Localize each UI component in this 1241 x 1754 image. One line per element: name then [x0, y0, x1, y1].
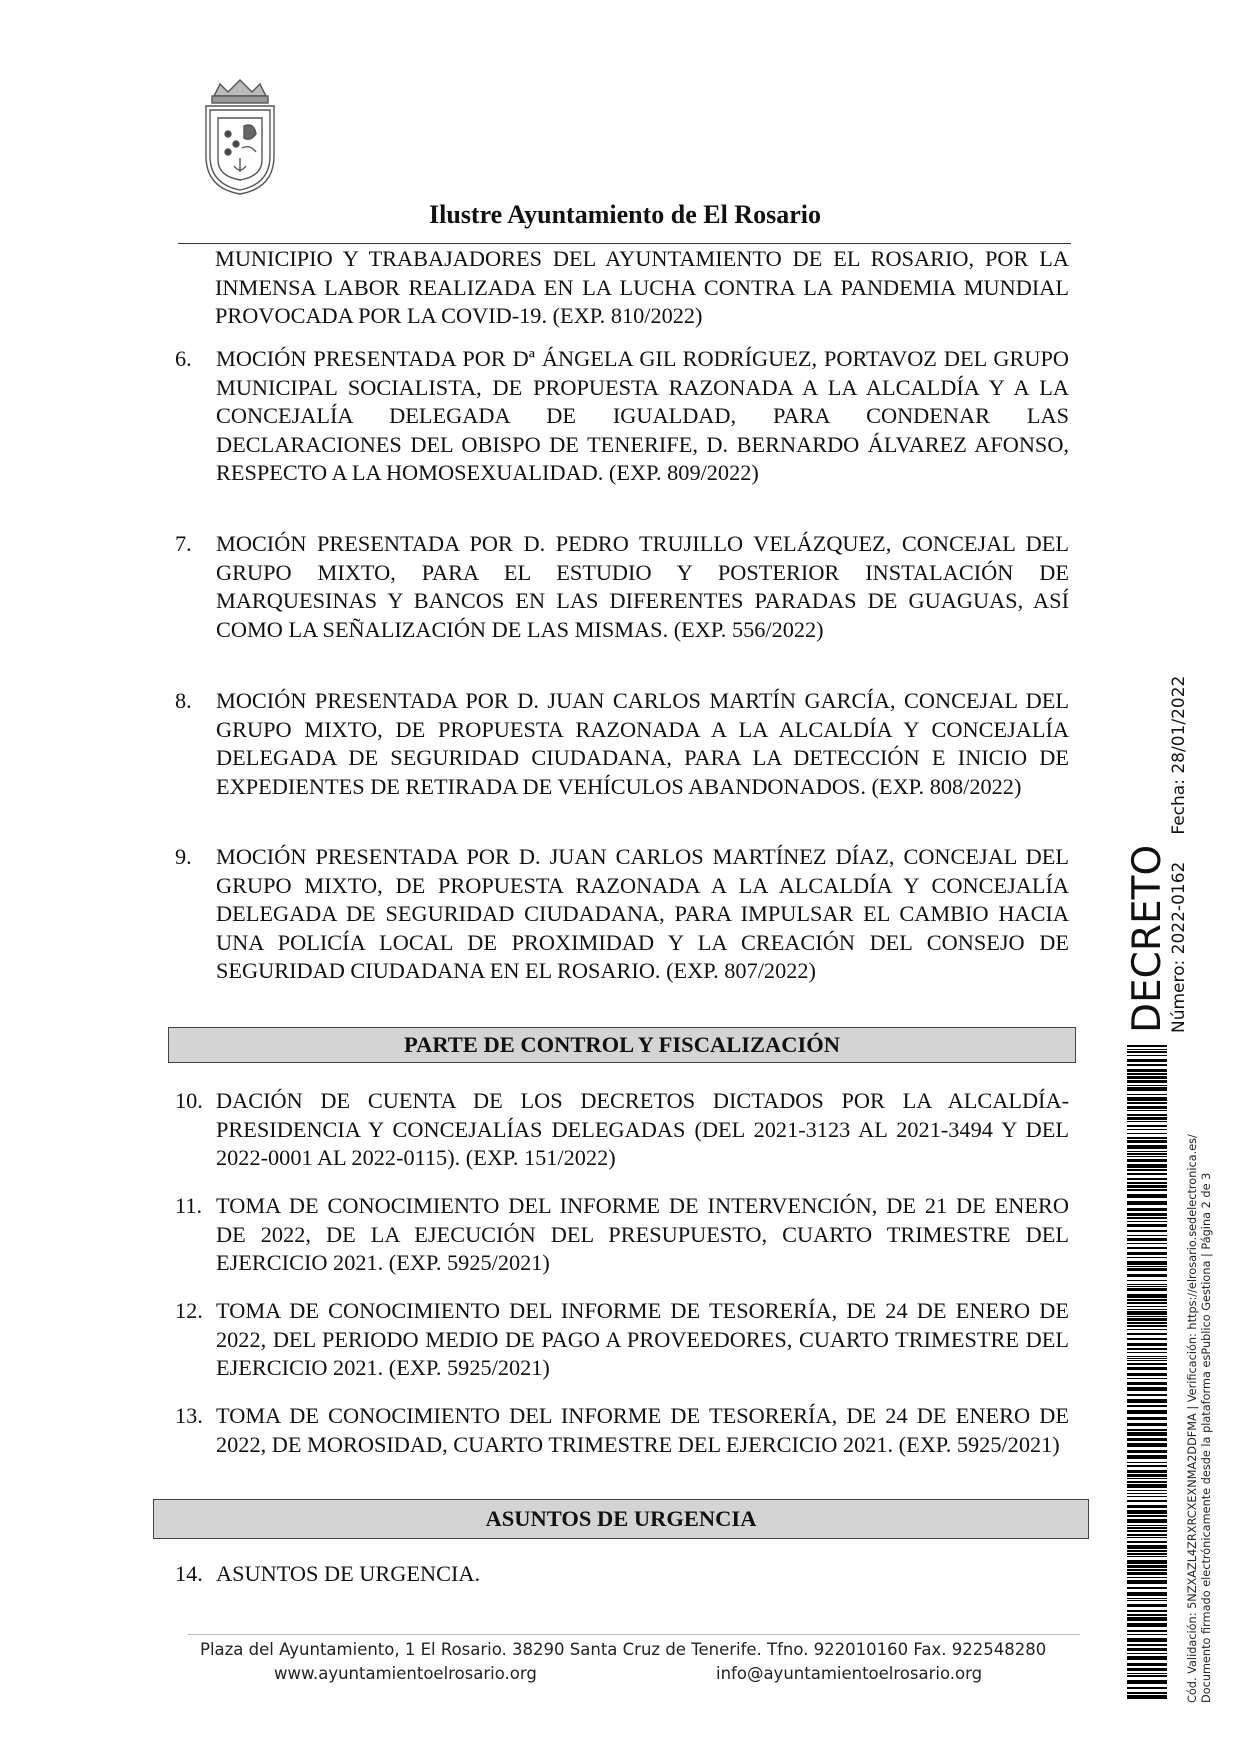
list-item: [175, 1297, 1069, 1383]
item-text: MOCIÓN PRESENTADA POR D. JUAN CARLOS MARTÍNEZ DÍAZ, CONCEJAL DEL GRUPO MIXTO, DE PROPUESTA RAZONADA A LA ALCALDÍA Y CONCEJALÍA DELEGADA DE SEGURIDAD CIUDADANA, PARA IMPULSAR EL CAMBIO HACIA UNA POLICÍA LOCAL DE PROXIMIDAD Y LA CREACIÓN DEL CONSEJO DE SEGURIDAD CIUDADANA EN EL ROSARIO. (EXP. 807/2022): [216, 844, 1069, 984]
continuation-text: MUNICIPIO Y TRABAJADORES DEL AYUNTAMIENTO DE EL ROSARIO, POR LA INMENSA LABOR REALIZADA EN LA LUCHA CONTRA LA PANDEMIA MUNDIAL PROVOCADA POR LA COVID-19. (EXP. 810/2022): [215, 246, 1069, 329]
stamp-number-label: Número:: [1169, 959, 1189, 1033]
section-header-control: PARTE DE CONTROL Y FISCALIZACIÓN: [168, 1027, 1076, 1063]
stamp-date: 28/01/2022: [1169, 675, 1189, 774]
list-item: [175, 1560, 1069, 1589]
item-number: 14.: [175, 1561, 203, 1586]
list-item: [175, 1087, 1069, 1173]
page-title: Ilustre Ayuntamiento de El Rosario: [429, 200, 821, 229]
item-text: MOCIÓN PRESENTADA POR D. JUAN CARLOS MARTÍN GARCÍA, CONCEJAL DEL GRUPO MIXTO, DE PROPUESTA RAZONADA A LA ALCALDÍA Y CONCEJALÍA DELEGADA DE SEGURIDAD CIUDADANA, PARA LA DETECCIÓN E INICIO DE EXPEDIENTES DE RETIRADA DE VEHÍCULOS ABANDONADOS. (EXP. 808/2022): [216, 688, 1069, 799]
list-item: [175, 687, 1069, 801]
item-number: 6.: [175, 346, 192, 371]
item-number: 8.: [175, 688, 192, 713]
list-item: [175, 1192, 1069, 1278]
verification-code: Cód. Validación: 5NZXAZL4ZRXRCXEXNMA2DDFMA | Verificación: https://elrosario.sedelectronica.es/: [1186, 1134, 1199, 1703]
coat-of-arms-icon: [200, 78, 280, 198]
item-number: 11.: [175, 1193, 203, 1218]
section-header-urgencia: ASUNTOS DE URGENCIA: [153, 1499, 1089, 1539]
list-item: [175, 530, 1069, 644]
barcode-icon: [1127, 1045, 1167, 1700]
list-item: [175, 843, 1069, 986]
verification-block: [1186, 1043, 1214, 1703]
footer-website[interactable]: www.ayuntamientoelrosario.org: [274, 1664, 537, 1683]
item-number: 10.: [175, 1088, 203, 1113]
stamp-date-label: Fecha:: [1169, 779, 1189, 835]
item-number: 13.: [175, 1403, 203, 1428]
item-text: MOCIÓN PRESENTADA POR D. PEDRO TRUJILLO VELÁZQUEZ, CONCEJAL DEL GRUPO MIXTO, PARA EL ESTUDIO Y POSTERIOR INSTALACIÓN DE MARQUESINAS Y BANCOS EN LAS DIFERENTES PARADAS DE GUAGUAS, ASÍ COMO LA SEÑALIZACIÓN DE LAS MISMAS. (EXP. 556/2022): [216, 531, 1069, 642]
stamp-title: DECRETO: [1125, 844, 1170, 1033]
item-text: MOCIÓN PRESENTADA POR Dª ÁNGELA GIL RODRÍGUEZ, PORTAVOZ DEL GRUPO MUNICIPAL SOCIALISTA, DE PROPUESTA RAZONADA A LA ALCALDÍA Y A LA CONCEJALÍA DELEGADA DE IGUALDAD, PARA CONDENAR LAS DECLARACIONES DEL OBISPO DE TENERIFE, D. BERNARDO ÁLVAREZ AFONSO, RESPECTO A LA HOMOSEXUALIDAD. (EXP. 809/2022): [216, 346, 1069, 486]
item-text: TOMA DE CONOCIMIENTO DEL INFORME DE TESORERÍA, DE 24 DE ENERO DE 2022, DE MOROSIDAD, CUARTO TRIMESTRE DEL EJERCICIO 2021. (EXP. 5925/2021): [216, 1403, 1069, 1457]
signature-note: Documento firmado electrónicamente desde la plataforma esPublico Gestiona | Página 2 de 3: [1200, 1172, 1213, 1703]
footer-address: Plaza del Ayuntamiento, 1 El Rosario. 38290 Santa Cruz de Tenerife. Tfno. 922010160 Fax. 922548280: [200, 1640, 1047, 1659]
header-divider: [178, 243, 1071, 244]
stamp-number-line: [1169, 676, 1189, 1033]
list-item: [175, 345, 1069, 488]
list-item: [175, 1402, 1069, 1459]
item-text: DACIÓN DE CUENTA DE LOS DECRETOS DICTADOS POR LA ALCALDÍA-PRESIDENCIA Y CONCEJALÍAS DELEGADAS (DEL 2021-3123 AL 2021-3494 Y DEL 2022-0001 AL 2022-0115). (EXP. 151/2022): [216, 1088, 1069, 1171]
item-number: 12.: [175, 1298, 203, 1323]
footer-email[interactable]: info@ayuntamientoelrosario.org: [716, 1664, 983, 1683]
stamp-number: 2022-0162: [1169, 861, 1189, 955]
item-number: 9.: [175, 844, 192, 869]
item-number: 7.: [175, 531, 192, 556]
item-text: TOMA DE CONOCIMIENTO DEL INFORME DE INTERVENCIÓN, DE 21 DE ENERO DE 2022, DE LA EJECUCIÓN DEL PRESUPUESTO, CUARTO TRIMESTRE DEL EJERCICIO 2021. (EXP. 5925/2021): [216, 1193, 1069, 1276]
footer-divider: [188, 1634, 1080, 1635]
item-text: ASUNTOS DE URGENCIA.: [216, 1561, 481, 1586]
item-text: TOMA DE CONOCIMIENTO DEL INFORME DE TESORERÍA, DE 24 DE ENERO DE 2022, DEL PERIODO MEDIO DE PAGO A PROVEEDORES, CUARTO TRIMESTRE DEL EJERCICIO 2021. (EXP. 5925/2021): [216, 1298, 1069, 1381]
